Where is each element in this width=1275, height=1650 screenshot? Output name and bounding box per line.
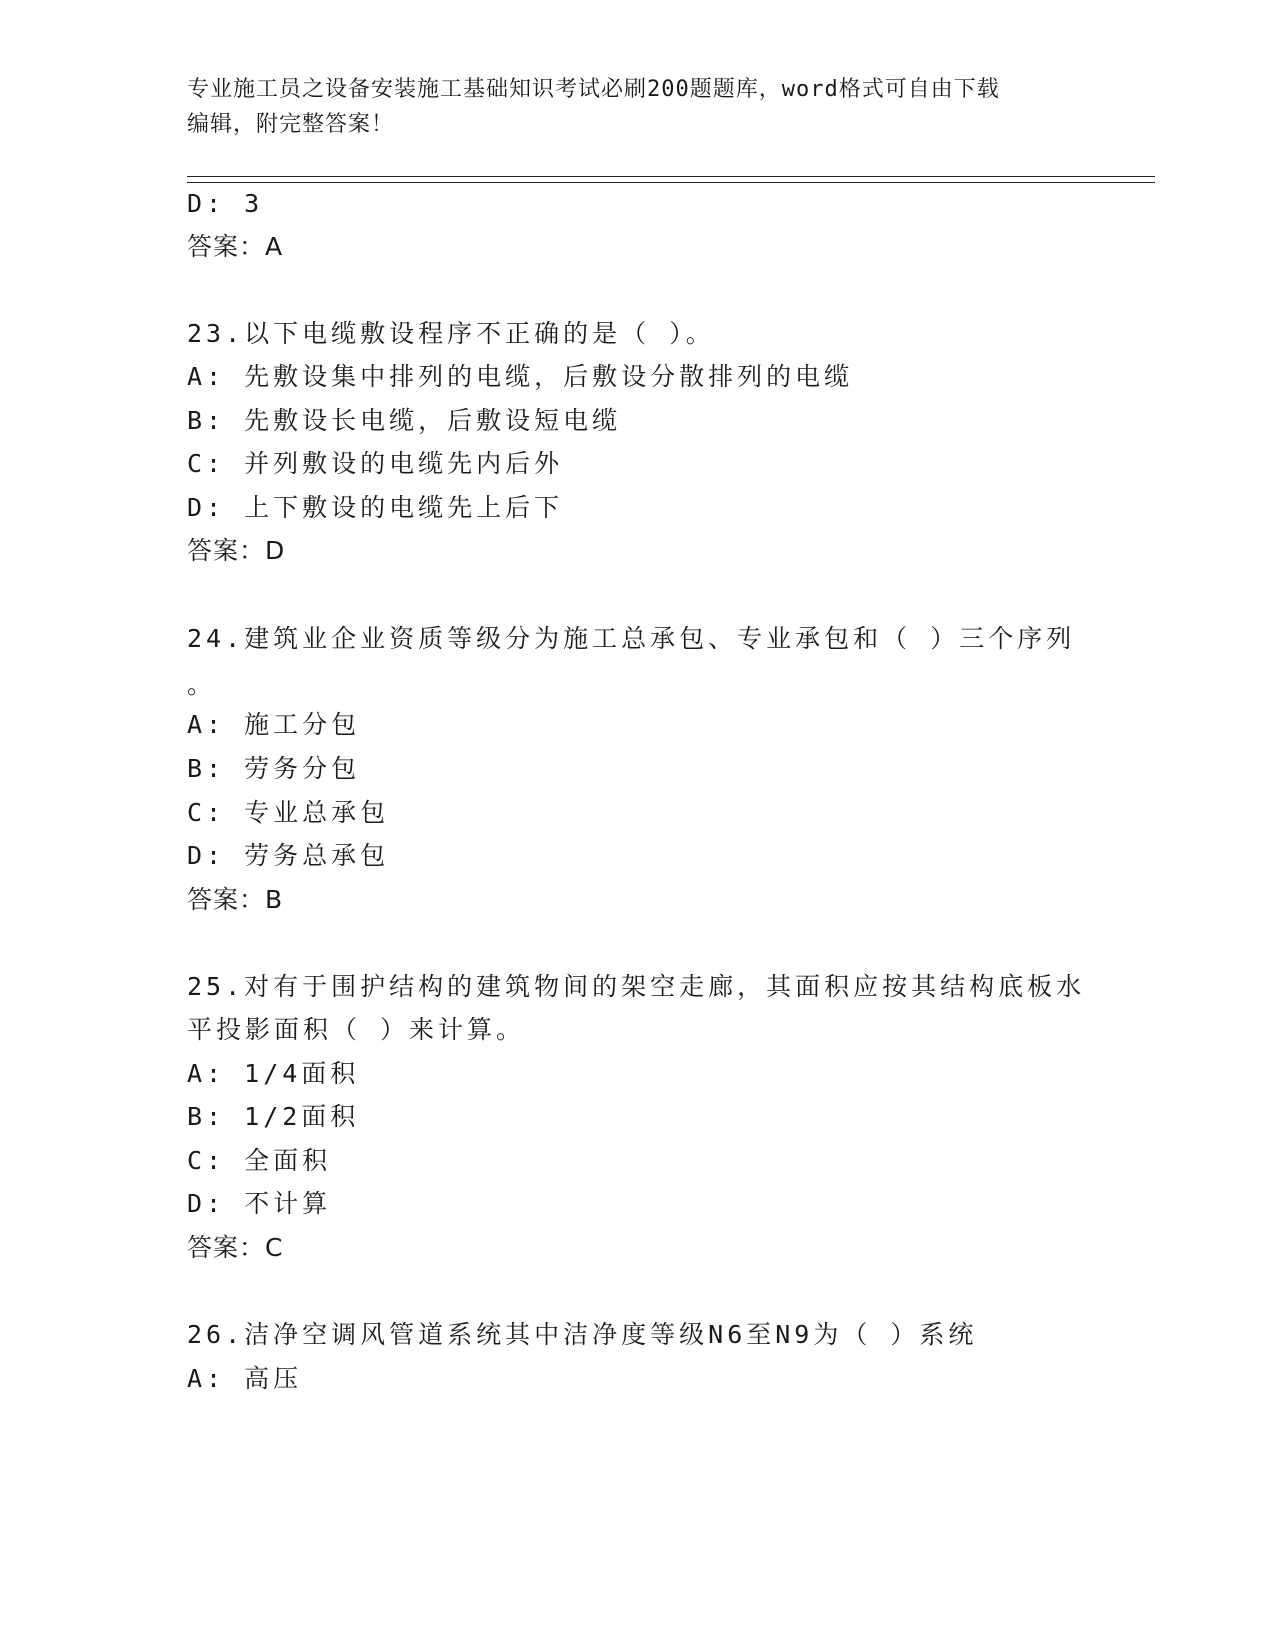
question-23-option-b: B: 先敷设长电缆，后敷设短电缆	[187, 406, 622, 435]
prev-answer: 答案：A	[187, 232, 284, 261]
question-24-option-c: C: 专业总承包	[187, 798, 390, 827]
question-23-option-d: D: 上下敷设的电缆先上后下	[187, 493, 564, 522]
question-24-stem-cont: 。	[187, 670, 217, 699]
header-rule-bottom	[187, 182, 1155, 183]
question-25-option-a: A: 1/4面积	[187, 1059, 360, 1088]
question-23-stem: 23.以下电缆敷设程序不正确的是（ ）。	[187, 319, 715, 348]
header-line-1: 专业施工员之设备安装施工基础知识考试必刷200题题库，word格式可自由下载	[187, 77, 1000, 102]
question-25-option-c: C: 全面积	[187, 1146, 332, 1175]
question-24-option-d: D: 劳务总承包	[187, 841, 390, 870]
question-25-option-d: D: 不计算	[187, 1189, 332, 1218]
header-rule-top	[187, 176, 1155, 177]
question-23-option-c: C: 并列敷设的电缆先内后外	[187, 449, 564, 478]
question-26-option-a: A: 高压	[187, 1364, 303, 1393]
question-24-option-b: B: 劳务分包	[187, 754, 361, 783]
question-24-stem: 24.建筑业企业资质等级分为施工总承包、专业承包和（ ）三个序列	[187, 624, 1076, 653]
question-25-answer: 答案：C	[187, 1233, 284, 1262]
question-25-option-b: B: 1/2面积	[187, 1102, 360, 1131]
question-26-stem: 26.洁净空调风管道系统其中洁净度等级N6至N9为（ ）系统	[187, 1320, 978, 1349]
question-23-option-a: A: 先敷设集中排列的电缆，后敷设分散排列的电缆	[187, 362, 854, 391]
question-24-answer: 答案：B	[187, 885, 284, 914]
header-line-2: 编辑，附完整答案！	[187, 112, 395, 137]
question-25-stem-cont: 平投影面积（ ）来计算。	[187, 1015, 526, 1044]
question-24-option-a: A: 施工分包	[187, 710, 361, 739]
document-header	[187, 72, 1087, 142]
prev-option-d: D: 3	[187, 189, 264, 218]
question-23-answer: 答案：D	[187, 536, 286, 565]
question-25-stem: 25.对有于围护结构的建筑物间的架空走廊，其面积应按其结构底板水	[187, 972, 1086, 1001]
